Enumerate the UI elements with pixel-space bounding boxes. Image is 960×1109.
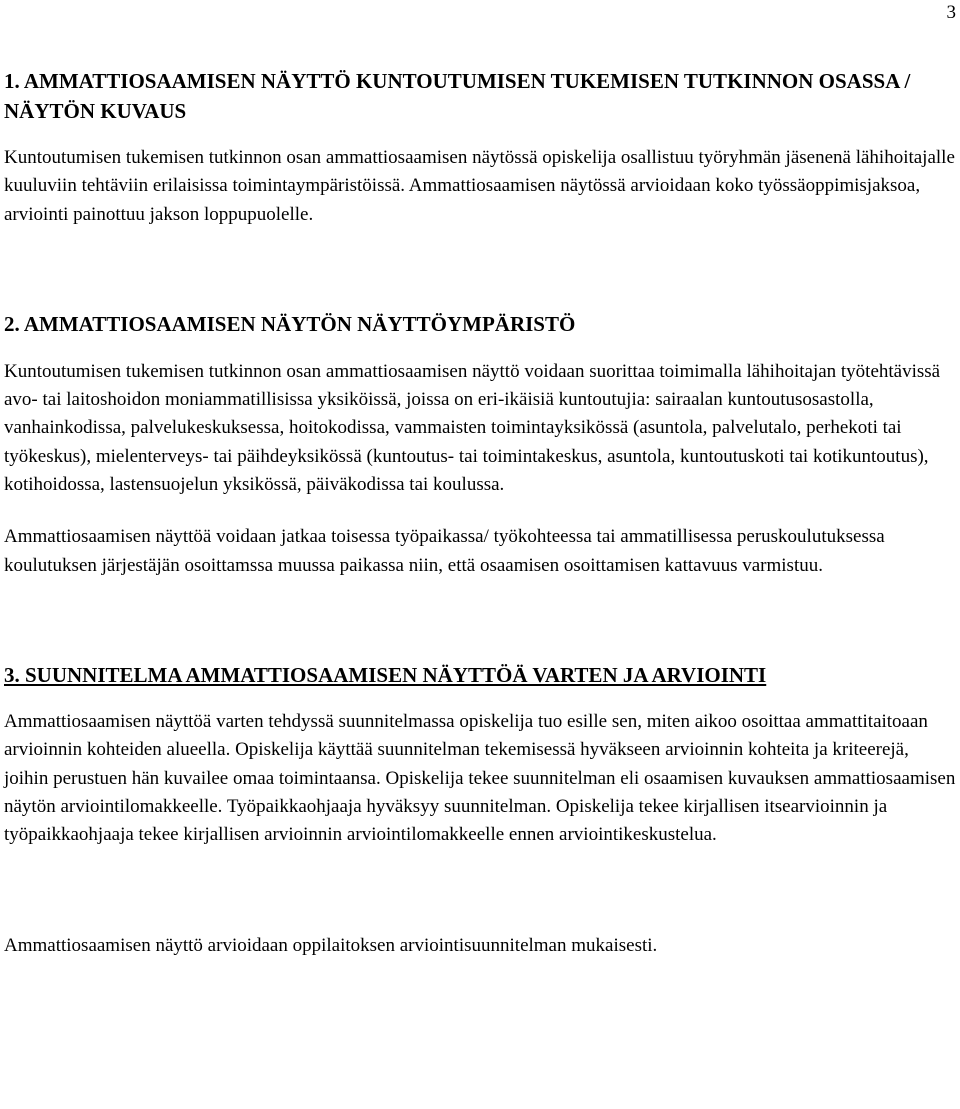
document-body — [4, 66, 956, 961]
section-heading-3 — [4, 660, 956, 690]
section-3-paragraph-2: Ammattiosaamisen näyttö arvioidaan oppilaitoksen arviointisuunnitelman mukaisesti. — [4, 935, 658, 957]
section-2-paragraph-1: Kuntoutumisen tukemisen tutkinnon osan ammattiosaamisen näyttö voidaan suorittaa toimimalla lähihoitajan työtehtävissä avo- tai laitoshoidon moniammatillisissa yksiköissä, joissa on eri-ikäisiä kuntoutujia: sairaalan kuntoutusosastolla, vanhainkodissa, palvelukeskuksessa, hoitokodissa, vammaisten toimintayksikössä (asuntola, palvelutalo, perhekoti tai työkeskus), mielenterveys- tai päihdeyksikössä (kuntoutus- tai toimintakeskus, asuntola, kuntoutuskoti tai kotikuntoutus), kotihoidossa, lastensuojelun yksikössä, päiväkodissa tai koulussa. — [4, 360, 941, 496]
section-3-paragraph-1: Ammattiosaamisen näyttöä varten tehdyssä suunnitelmassa opiskelija tuo esille sen, miten aikoo osoittaa ammattitaitoaan arvioinnin kohteiden alueella. Opiskelija käyttää suunnitelman tekemisessä hyväkseen arvioinnin kohteita ja kriteerejä, joihin perustuen hän kuvailee omaa toimintaansa. Opiskelija tekee suunnitelman eli osaamisen kuvauksen ammattiosaamisen näytön arviointilomakkeelle. Työpaikkaohjaaja hyväksyy suunnitelman. Opiskelija tekee kirjallisen itsearvioinnin ja työpaikkaohjaaja tekee kirjallisen arvioinnin arviointilomakkeelle ennen arviointikeskustelua. — [4, 710, 956, 846]
section-heading-2: 2. AMMATTIOSAAMISEN NÄYTÖN NÄYTTÖYMPÄRISTÖ — [4, 311, 576, 336]
section-1-paragraph-1: Kuntoutumisen tukemisen tutkinnon osan ammattiosaamisen näytössä opiskelija osallistuu työryhmän jäsenenä lähihoitajalle kuuluviin tehtäviin erilaisissa toimintaympäristöissä. Ammattiosaamisen näytössä arvioidaan koko työssäoppimisjaksoa, arviointi painottuu jakson loppupuolelle. — [4, 147, 955, 225]
page-number: 3 — [946, 2, 956, 23]
section-heading-1: 1. AMMATTIOSAAMISEN NÄYTTÖ KUNTOUTUMISEN TUKEMISEN TUTKINNON OSASSA / NÄYTÖN KUVAUS — [4, 69, 911, 123]
section-2-paragraph-2: Ammattiosaamisen näyttöä voidaan jatkaa toisessa työpaikassa/ työkohteessa tai ammatillisessa peruskoulutuksessa koulutuksen järjestäjän osoittamssa muussa paikassa niin, että osaamisen osoittamisen kattavuus varmistuu. — [4, 526, 885, 576]
section-heading-3-text: 3. SUUNNITELMA AMMATTIOSAAMISEN NÄYTTÖÄ VARTEN JA ARVIOINTI — [4, 662, 767, 687]
